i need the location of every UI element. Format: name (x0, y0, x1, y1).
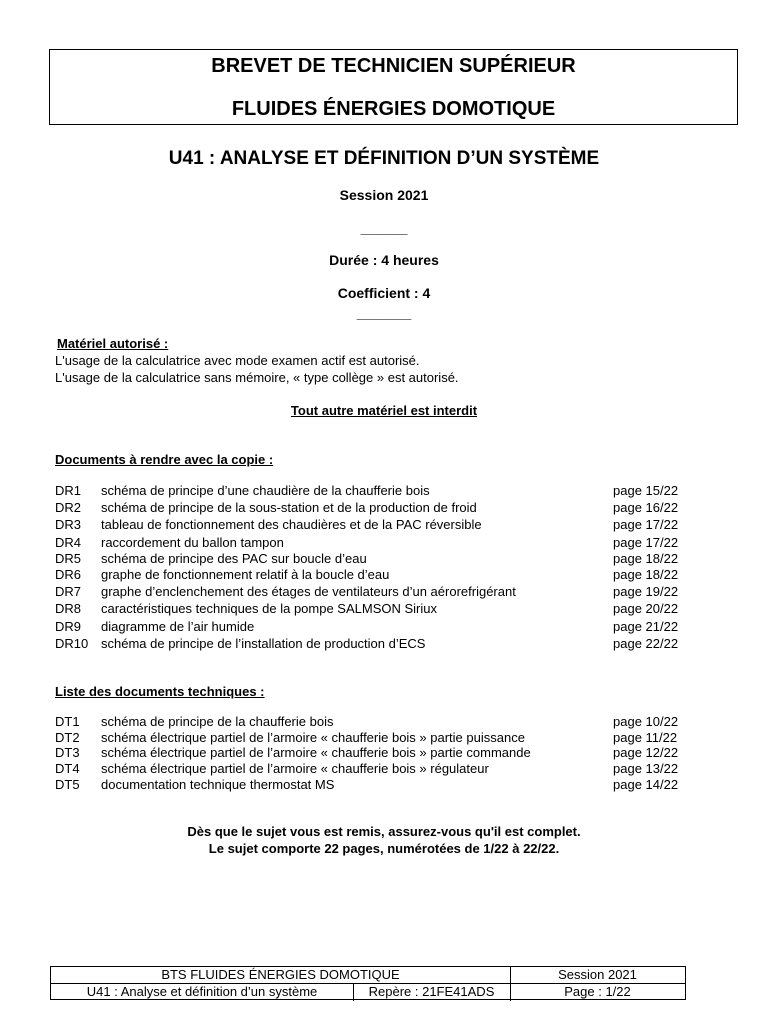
document-desc: diagramme de l’air humide (101, 619, 255, 634)
document-code: DR3 (55, 517, 82, 532)
document-row (55, 500, 695, 516)
document-code: DT5 (55, 777, 80, 792)
document-row (55, 535, 695, 551)
document-code: DR1 (55, 483, 82, 498)
document-code: DT2 (55, 730, 80, 745)
document-code: DR2 (55, 500, 82, 515)
document-row (55, 730, 695, 746)
document-page: page 22/22 (613, 636, 679, 651)
document-code: DR9 (55, 619, 82, 634)
document-desc: schéma électrique partiel de l’armoire « chaufferie bois » partie commande (101, 745, 531, 760)
document-code: DT3 (55, 745, 80, 760)
document-page: page 10/22 (613, 714, 679, 729)
document-row (55, 745, 695, 761)
document-row (55, 567, 695, 583)
document-row (55, 601, 695, 617)
document-code: DR5 (55, 551, 82, 566)
document-desc: graphe d’enclenchement des étages de ventilateurs d’un aérorefrigérant (101, 584, 516, 599)
document-row (55, 483, 695, 499)
footer-title: BTS FLUIDES ÉNERGIES DOMOTIQUE (161, 967, 400, 982)
document-page: page 17/22 (613, 535, 679, 550)
forbidden-notice: Tout autre matériel est interdit (290, 403, 478, 418)
document-desc: schéma électrique partiel de l’armoire « chaufferie bois » partie puissance (101, 730, 525, 745)
document-page: page 19/22 (613, 584, 679, 599)
document-page: page 16/22 (613, 500, 679, 515)
document-desc: graphe de fonctionnement relatif à la boucle d’eau (101, 567, 390, 582)
document-page: page 18/22 (613, 551, 679, 566)
coefficient-label: Coefficient : 4 (337, 285, 431, 301)
footer-session: Session 2021 (558, 967, 637, 982)
document-page: page 15/22 (613, 483, 679, 498)
document-row (55, 777, 695, 793)
exam-title: BREVET DE TECHNICIEN SUPÉRIEUR (211, 55, 576, 77)
footer-page: Page : 1/22 (564, 984, 631, 999)
footer-table (50, 966, 686, 1000)
document-page: page 12/22 (613, 745, 679, 760)
exam-specialty: FLUIDES ÉNERGIES DOMOTIQUE (231, 98, 556, 120)
document-page: page 21/22 (613, 619, 679, 634)
notice-line-1: Dès que le sujet vous est remis, assurez-vous qu'il est complet. (187, 824, 581, 839)
document-row (55, 551, 695, 567)
separator-2: _______ (356, 305, 412, 321)
documents-techniques-heading: Liste des documents techniques : (55, 684, 265, 699)
materiel-heading: Matériel autorisé : (57, 336, 169, 351)
materiel-line-2: L'usage de la calculatrice sans mémoire, « type collège » est autorisé. (55, 370, 459, 385)
document-page: page 20/22 (613, 601, 679, 616)
subject-title: U41 : ANALYSE ET DÉFINITION D’UN SYSTÈME (168, 148, 600, 169)
document-page: page 18/22 (613, 567, 679, 582)
document-page: page 17/22 (613, 517, 679, 532)
document-row (55, 761, 695, 777)
document-desc: schéma de principe de la sous-station et de la production de froid (101, 500, 477, 515)
document-page: page 13/22 (613, 761, 679, 776)
document-desc: raccordement du ballon tampon (101, 535, 284, 550)
document-desc: schéma de principe de la chaufferie bois (101, 714, 334, 729)
document-desc: tableau de fonctionnement des chaudières et de la PAC réversible (101, 517, 482, 532)
document-row (55, 517, 695, 533)
document-desc: schéma de principe d’une chaudière de la chaufferie bois (101, 483, 430, 498)
document-code: DR4 (55, 535, 82, 550)
document-code: DR6 (55, 567, 82, 582)
document-row (55, 619, 695, 635)
footer-subject: U41 : Analyse et définition d’un système (86, 984, 318, 999)
document-row (55, 636, 695, 652)
document-code: DR8 (55, 601, 82, 616)
notice-line-2: Le sujet comporte 22 pages, numérotées de 1/22 à 22/22. (208, 841, 560, 856)
document-code: DR10 (55, 636, 89, 651)
document-desc: documentation technique thermostat MS (101, 777, 335, 792)
duration-label: Durée : 4 heures (329, 252, 439, 268)
document-desc: caractéristiques techniques de la pompe SALMSON Siriux (101, 601, 437, 616)
session-label: Session 2021 (339, 187, 429, 203)
document-desc: schéma électrique partiel de l’armoire « chaufferie bois » régulateur (101, 761, 489, 776)
document-desc: schéma de principe de l’installation de production d’ECS (101, 636, 426, 651)
documents-rendre-heading: Documents à rendre avec la copie : (55, 452, 274, 467)
document-page: page 11/22 (613, 730, 678, 745)
document-code: DT1 (55, 714, 80, 729)
footer-repere: Repère : 21FE41ADS (368, 984, 495, 999)
separator-1: ______ (360, 220, 408, 236)
document-row (55, 584, 695, 600)
document-row (55, 714, 695, 730)
materiel-line-1: L'usage de la calculatrice avec mode examen actif est autorisé. (55, 353, 420, 368)
document-page: page 14/22 (613, 777, 679, 792)
document-desc: schéma de principe des PAC sur boucle d’eau (101, 551, 367, 566)
document-code: DR7 (55, 584, 82, 599)
document-code: DT4 (55, 761, 80, 776)
title-box (49, 49, 738, 125)
